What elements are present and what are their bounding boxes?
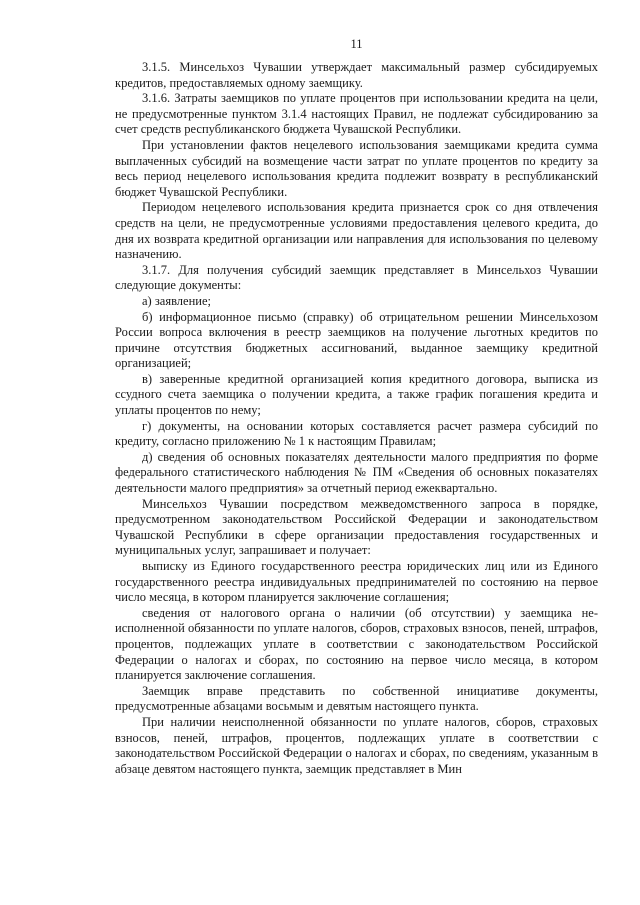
paragraph-3-1-6: 3.1.6. Затраты заемщиков по уплате процентов при использовании кредита на цели, не предусмотренные пунктом 3.1.4 настоящих Правил, не подлежат субсидированию за счет средств республиканского бюджета Чувашской Республики. <box>115 91 598 137</box>
page-number: 11 <box>350 37 363 51</box>
list-item-g: г) документы, на основании которых составляется расчет размера субсидий по кредиту, согласно приложению № 1 к настоящим Правилам; <box>115 418 598 449</box>
paragraph-3-1-7: 3.1.7. Для получения субсидий заемщик представляет в Минсельхоз Чувашии следующие документы: <box>115 262 598 293</box>
list-item-a: а) заявление; <box>142 293 211 308</box>
list-item-b: б) информационное письмо (справку) об отрицательном решении Минсельхозом России вопроса включения в реестр заемщиков на получение льготных кредитов по причине отсутствия бюджетных ассигнований, выданное заемщику кредитной организацией; <box>115 309 598 371</box>
paragraph-registry-extract: выписку из Единого государственного реестра юридических лиц или из Единого государственного реестра индивидуальных предпринимателей по состоянию на первое число месяца, в котором планируется заключение соглашения; <box>115 559 598 605</box>
paragraph-misuse-refund: При установлении фактов нецелевого использования заемщиками кредита сумма выплаченных субсидий на возмещение части затрат по уплате процентов по кредиту за весь период нецелевого использования кредита подлежит возврату в республиканский бюджет Чувашской Республики. <box>115 137 598 199</box>
paragraph-tax-arrears: При наличии неисполненной обязанности по уплате налогов, сборов, страховых взносов, пеней, штрафов, процентов, подлежащих уплате в соответствии с законодательством Российской Федерации о налогах и сборах, по сведениям, указанным в абзаце девятом настоящего пункта, заемщик представляет в Мин <box>115 714 598 776</box>
paragraph-misuse-period: Периодом нецелевого использования кредита признается срок со дня отвлечения средств на цели, не предусмотренные условиями предоставления целевого кредита, до дня их возврата кредитной организации или направления для использования по целевому назначению. <box>115 200 598 262</box>
paragraph-own-initiative: Заемщик вправе представить по собственной инициативе документы, предусмотренные абзацами восьмым и девятым настоящего пункта. <box>115 683 598 714</box>
list-item-d: д) сведения об основных показателях деятельности малого предприятия по форме федерального статистического наблюдения № ПМ «Сведения об основных показателях деятельности малого предприятия» за отчетный период ежеквартально. <box>115 449 598 496</box>
paragraph-3-1-5: 3.1.5. Минсельхоз Чувашии утверждает максимальный размер субсидируемых кредитов, предоставляемых одному заемщику. <box>115 60 598 90</box>
document-body <box>115 60 598 777</box>
paragraph-interagency-request: Минсельхоз Чувашии посредством межведомственного запроса в порядке, предусмотренном законодательством Российской Федерации и законодательством Чувашской Республики в сфере организации предоставления государственных и муниципальных услуг, запрашивает и получает: <box>115 496 598 558</box>
list-item-v: в) заверенные кредитной организацией копия кредитного договора, выписка из ссудного счета заемщика о получении кредита, а также график погашения кредита и уплаты процентов по нему; <box>115 371 598 418</box>
paragraph-tax-info: сведения от налогового органа о наличии (об отсутствии) у заемщика неисполненной обязанности по уплате налогов, сборов, страховых взносов, пеней, штрафов, процентов, подлежащих уплате в соответствии с законодательством Российской Федерации о налогах и сборах, по состоянию на первое число месяца, в котором планируется заключение соглашения. <box>115 605 598 683</box>
